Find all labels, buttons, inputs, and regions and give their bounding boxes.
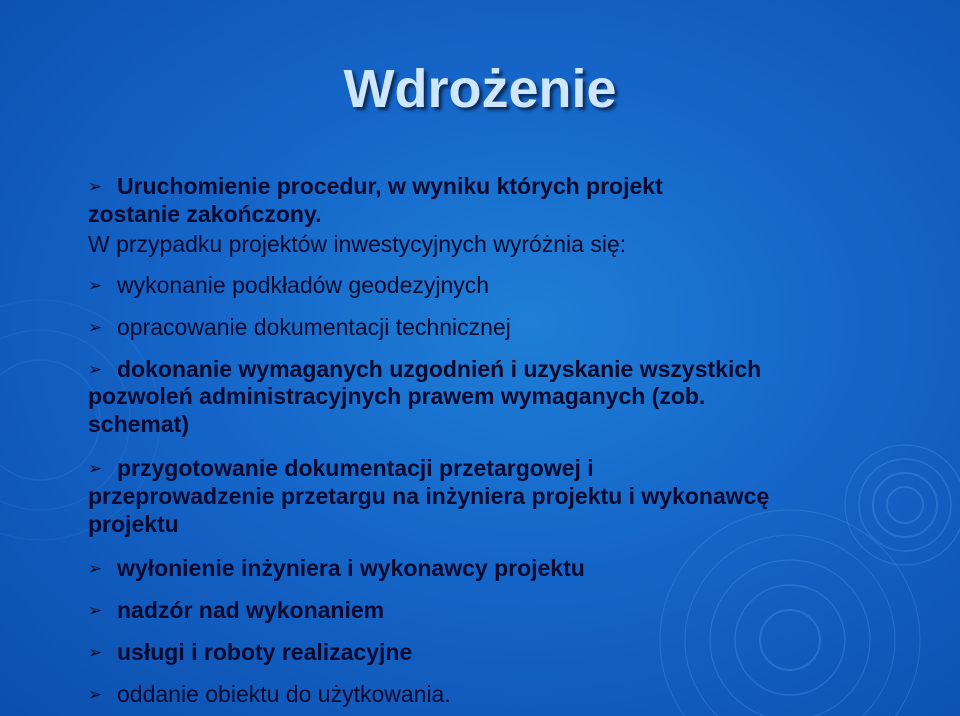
bullet-item-6 [88,556,585,581]
intro-line: W przypadku projektów inwestycyjnych wyróżnia się: [88,231,627,257]
bullet-item-5-continuation-1: przeprowadzenie przetargu na inżyniera projektu i wykonawcę [88,483,770,509]
bullet-item-4-continuation-1: pozwoleń administracyjnych prawem wymaganych (zob. [88,383,706,409]
bullet-text: Uruchomienie procedur, w wyniku których projekt [117,173,663,199]
bullet-item-1-continuation: zostanie zakończony. [88,201,322,227]
bullet-item-1 [88,174,663,199]
bullet-text: nadzór nad wykonaniem [117,597,385,623]
arrow-bullet-icon: ➢ [88,601,103,620]
arrow-bullet-icon: ➢ [88,318,103,337]
bullet-item-9 [88,682,451,707]
bullet-item-4 [88,357,761,382]
bullet-text: wyłonienie inżyniera i wykonawcy projektu [117,555,585,581]
arrow-bullet-icon: ➢ [88,685,103,704]
arrow-bullet-icon: ➢ [88,643,103,662]
arrow-bullet-icon: ➢ [88,559,103,578]
bullet-text: wykonanie podkładów geodezyjnych [117,272,490,298]
bullet-text: usługi i roboty realizacyjne [117,639,413,665]
arrow-bullet-icon: ➢ [88,276,103,295]
bullet-item-2 [88,273,489,298]
arrow-bullet-icon: ➢ [88,459,103,478]
bullet-text: opracowanie dokumentacji technicznej [117,314,511,340]
bullet-item-3 [88,315,511,340]
arrow-bullet-icon: ➢ [88,360,103,379]
bullet-text: oddanie obiektu do użytkowania. [117,681,451,707]
slide-title: Wdrożenie [343,59,617,119]
bullet-item-4-continuation-2: schemat) [88,411,189,437]
arrow-bullet-icon: ➢ [88,177,103,196]
bullet-item-5 [88,456,594,481]
bullet-item-7 [88,598,384,623]
bullet-item-5-continuation-2: projektu [88,511,179,537]
bullet-item-8 [88,640,412,665]
bullet-text: dokonanie wymaganych uzgodnień i uzyskanie wszystkich [117,356,762,382]
bullet-text: przygotowanie dokumentacji przetargowej i [117,455,594,481]
